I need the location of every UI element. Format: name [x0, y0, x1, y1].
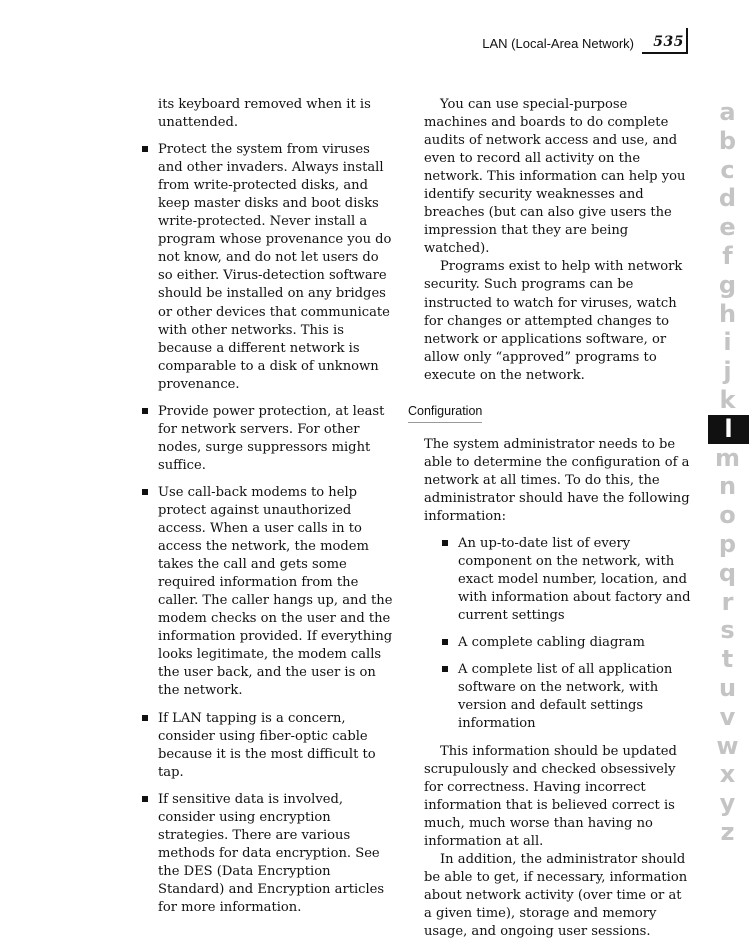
thumb-index-letter-w: w: [716, 731, 739, 760]
bullet-square-icon: [442, 666, 448, 672]
addition-paragraph: In addition, the administrator should be able to get, if necessary, information about network activity (over time or at a given time), storage and memory usage, and ongoing user sessions.: [424, 851, 688, 939]
bullet-square-icon: [142, 796, 148, 802]
bullet-item-encryption: If sensitive data is involved, consider using encryption strategies. There are various methods for data encryption. See the DES (Data Encryption Standard) and Encryption articles for more information.: [158, 791, 394, 917]
configuration-bullet-list: [424, 535, 692, 733]
thumb-index-letter-c: c: [720, 155, 735, 184]
bullet-item-virus-protection: Protect the system from viruses and other invaders. Always install from write-protected disks, and keep master disks and boot disks write-protected. Never install a program whose provenance you do not know, and do not let users do so either. Virus-detection software should be installed on any bridges or other devices that communicate with other networks. This is because a different network is comparable to a disk of unknown provenance.: [158, 141, 394, 394]
bullet-item-call-back-modems: Use call-back modems to help protect against unauthorized access. When a user calls in to access the network, the modem takes the call and gets some required information from the caller. The caller hangs up, and the modem checks on the user and the information provided. If everything looks legitimate, the modem calls the user back, and the user is on the network.: [158, 484, 394, 701]
page-number: 535: [653, 34, 684, 50]
config-bullet-component-list: An up-to-date list of every component on the network, with exact model number, location, and with information about factory and current settings: [458, 535, 692, 625]
bullet-square-icon: [142, 146, 148, 152]
thumb-index-letter-p: p: [718, 529, 737, 558]
thumb-index-letter-n: n: [718, 472, 737, 501]
right-column: [408, 96, 692, 941]
header-rule-horizontal: [642, 52, 688, 54]
thumb-index-letter-t: t: [721, 645, 734, 674]
bullet-item-power-protection: Provide power protection, at least for network servers. For other nodes, surge suppressors might suffice.: [158, 403, 394, 475]
thumb-index-letter-v: v: [719, 702, 736, 731]
continued-paragraph: its keyboard removed when it is unattended.: [158, 97, 371, 131]
bullet-square-icon: [142, 489, 148, 495]
thumb-index-letter-e: e: [719, 213, 736, 242]
thumb-index-letter-u: u: [718, 673, 737, 702]
thumb-index-letter-d: d: [718, 184, 737, 213]
thumb-index-letter-l: l: [708, 415, 749, 444]
thumb-index-letter-o: o: [719, 501, 736, 530]
thumb-index-letter-h: h: [718, 299, 737, 328]
bullet-item-fiber-optic: If LAN tapping is a concern, consider using fiber-optic cable because it is the most difficult to tap.: [158, 710, 394, 782]
bullet-square-icon: [142, 408, 148, 414]
security-bullet-list: [158, 141, 394, 917]
thumb-index-letter-s: s: [720, 616, 735, 645]
thumb-index-letter-i: i: [723, 328, 732, 357]
bullet-square-icon: [442, 540, 448, 546]
thumb-index-letter-y: y: [719, 789, 736, 818]
thumb-index-letter-a: a: [719, 98, 736, 126]
section-heading-configuration: Configuration: [408, 402, 482, 423]
security-programs-paragraph: Programs exist to help with network security. Such programs can be instructed to watch for viruses, watch for changes or attempted changes to network or applications software, or allow only “approved” programs to execute on the network.: [424, 259, 683, 383]
header-rule-vertical: [686, 28, 688, 54]
config-bullet-cabling-diagram: A complete cabling diagram: [458, 634, 692, 652]
alphabet-thumb-index: [706, 98, 749, 847]
config-bullet-software-list: A complete list of all application software on the network, with version and default settings information: [458, 661, 692, 733]
bullet-square-icon: [442, 639, 448, 645]
bullet-square-icon: [142, 715, 148, 721]
thumb-index-letter-q: q: [718, 558, 737, 587]
left-column: [158, 96, 394, 917]
update-paragraph: This information should be updated scrupulously and checked obsessively for correctness. Having incorrect information that is believed correct is much, much worse than having no information at all.: [424, 743, 677, 849]
thumb-index-letter-k: k: [719, 385, 736, 414]
thumb-index-letter-b: b: [718, 126, 737, 155]
thumb-index-letter-x: x: [719, 760, 736, 789]
thumb-index-letter-g: g: [718, 270, 737, 299]
thumb-index-letter-z: z: [720, 817, 735, 846]
running-header: [0, 32, 688, 56]
audit-paragraph: You can use special-purpose machines and boards to do complete audits of network access and use, and even to record all activity on the network. This information can help you identify security weaknesses and breaches (but can also give users the impression that they are being watched).: [424, 97, 686, 257]
thumb-index-letter-f: f: [722, 241, 733, 270]
configuration-intro-paragraph: The system administrator needs to be able to determine the configuration of a network at all times. To do this, the administrator should have the following information:: [424, 436, 690, 524]
thumb-index-letter-m: m: [714, 443, 740, 472]
header-title: LAN (Local-Area Network): [482, 36, 634, 51]
thumb-index-letter-j: j: [723, 357, 732, 386]
thumb-index-letter-r: r: [721, 587, 734, 616]
